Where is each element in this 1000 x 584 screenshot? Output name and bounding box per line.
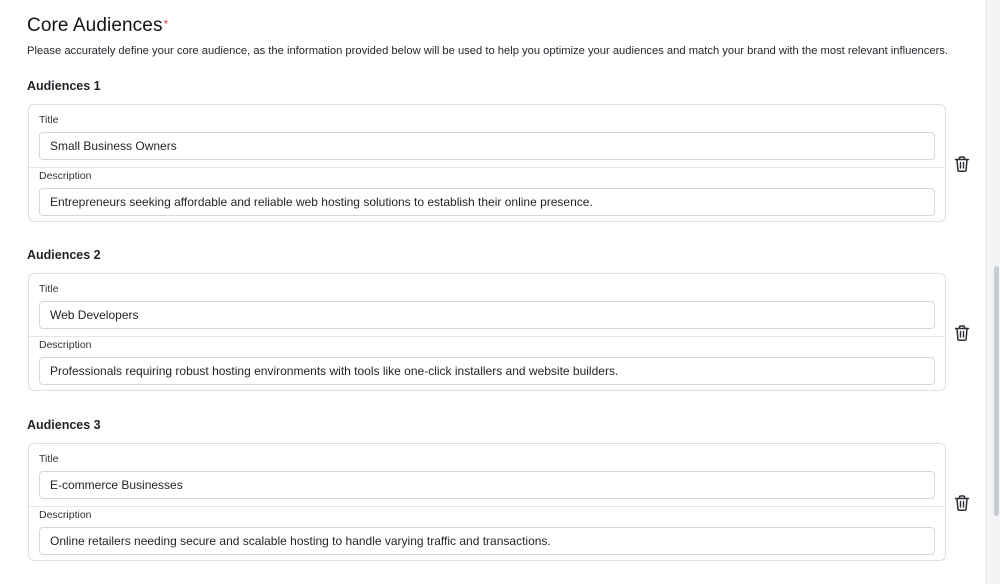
description-field-label: Description	[39, 170, 92, 182]
section-title: Core Audiences*	[27, 15, 169, 36]
audience-card	[28, 273, 946, 391]
card-divider	[29, 336, 945, 337]
required-asterisk: *	[163, 17, 169, 31]
audience-card	[28, 104, 946, 222]
section-description: Please accurately define your core audience, as the information provided below will be used to help you optimize your audiences and match your brand with the most relevant influencers.	[27, 45, 949, 57]
card-divider	[29, 506, 945, 507]
trash-icon[interactable]	[953, 494, 971, 512]
audience-label: Audiences 3	[27, 418, 101, 432]
description-field-label: Description	[39, 509, 92, 521]
audience-label: Audiences 2	[27, 248, 101, 262]
title-field-label: Title	[39, 453, 59, 465]
audience-label: Audiences 1	[27, 79, 101, 93]
audience-title-input[interactable]: Web Developers	[39, 301, 935, 329]
card-divider	[29, 167, 945, 168]
audience-card	[28, 443, 946, 561]
description-field-label: Description	[39, 339, 92, 351]
audience-title-input[interactable]: E-commerce Businesses	[39, 471, 935, 499]
title-field-label: Title	[39, 114, 59, 126]
trash-icon[interactable]	[953, 324, 971, 342]
audience-description-input[interactable]: Professionals requiring robust hosting environments with tools like one-click installers and website builders.	[39, 357, 935, 385]
audience-description-input[interactable]: Online retailers needing secure and scalable hosting to handle varying traffic and transactions.	[39, 527, 935, 555]
audience-description-input[interactable]: Entrepreneurs seeking affordable and reliable web hosting solutions to establish their online presence.	[39, 188, 935, 216]
scrollbar-thumb[interactable]	[994, 266, 999, 516]
audience-title-input[interactable]: Small Business Owners	[39, 132, 935, 160]
title-field-label: Title	[39, 283, 59, 295]
trash-icon[interactable]	[953, 155, 971, 173]
